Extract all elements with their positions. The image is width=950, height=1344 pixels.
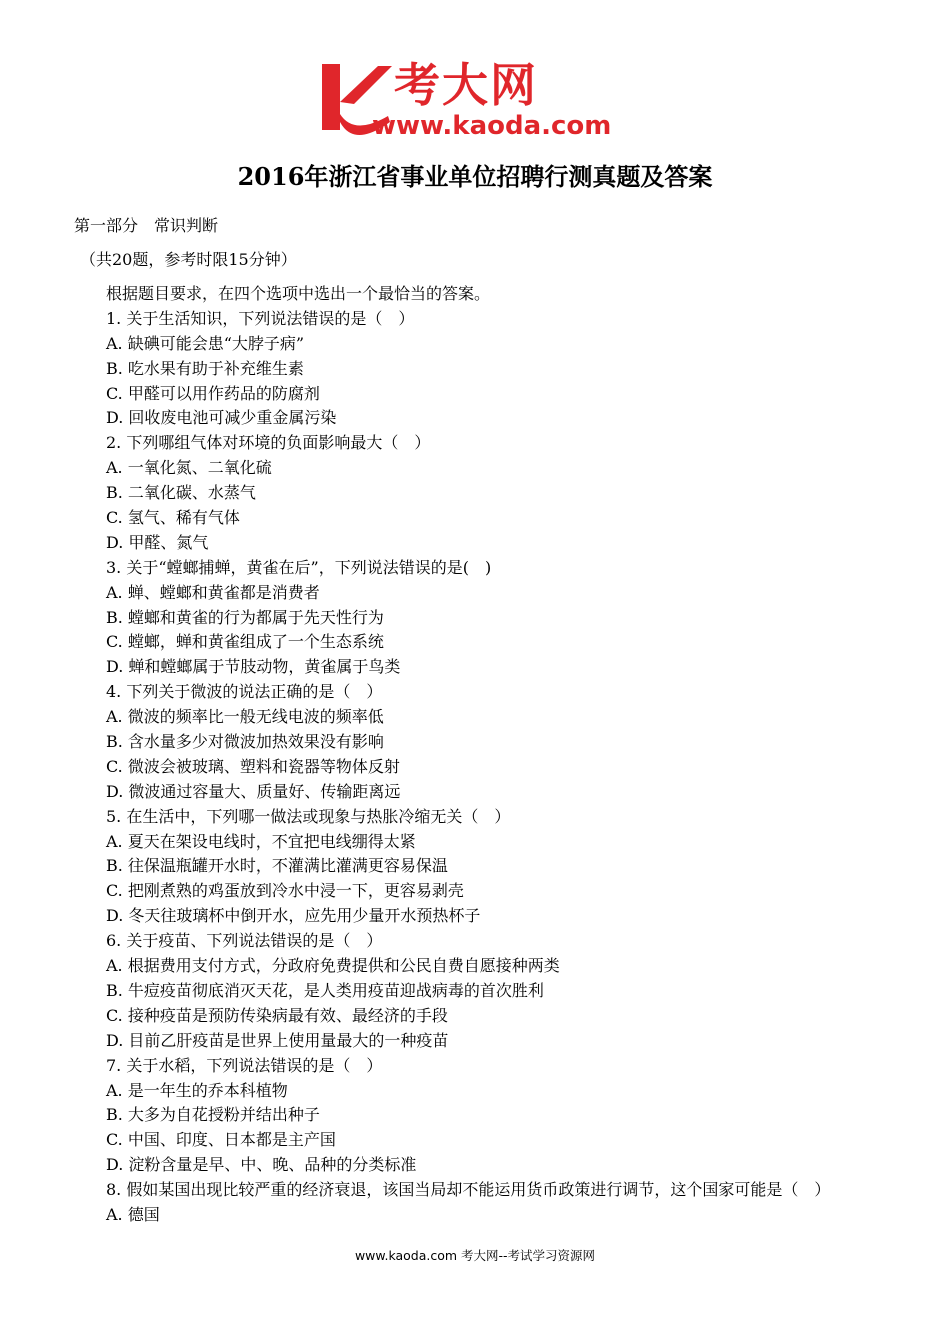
- q4-option-c: C. 微波会被玻璃、塑料和瓷器等物体反射: [106, 756, 400, 776]
- q3-option-d: D. 蝉和螳螂属于节肢动物，黄雀属于鸟类: [106, 657, 401, 677]
- q3-option-c: C. 螳螂，蝉和黄雀组成了一个生态系统: [106, 632, 384, 652]
- q6-option-b: B. 牛痘疫苗彻底消灭天花，是人类用疫苗迎战病毒的首次胜利: [106, 980, 544, 1000]
- q3-option-a: A. 蝉、螳螂和黄雀都是消费者: [106, 582, 320, 602]
- q1-option-d: D. 回收废电池可减少重金属污染: [106, 408, 337, 428]
- question-6: 6. 关于疫苗、下列说法错误的是（ ）: [106, 931, 383, 951]
- question-3: 3. 关于“螳螂捕蝉，黄雀在后”，下列说法错误的是( ): [106, 557, 492, 577]
- question-4: 4. 下列关于微波的说法正确的是（ ）: [106, 682, 383, 702]
- q2-option-a: A. 一氧化氮、二氧化硫: [106, 458, 272, 478]
- q2-option-b: B. 二氧化碳、水蒸气: [106, 483, 256, 503]
- q6-option-a: A. 根据费用支付方式，分政府免费提供和公民自费自愿接种两类: [106, 956, 560, 976]
- q7-option-a: A. 是一年生的乔本科植物: [106, 1080, 288, 1100]
- q8-option-a: A. 德国: [106, 1204, 160, 1224]
- q7-option-b: B. 大多为自花授粉并结出种子: [106, 1105, 320, 1125]
- kaoda-logo: [318, 58, 638, 142]
- question-2: 2. 下列哪组气体对环境的负面影响最大（ ）: [106, 433, 431, 453]
- question-7: 7. 关于水稻，下列说法错误的是（ ）: [106, 1055, 383, 1075]
- q4-option-b: B. 含水量多少对微波加热效果没有影响: [106, 732, 384, 752]
- question-8: 8. 假如某国出现比较严重的经济衰退，该国当局却不能运用货币政策进行调节，这个国家可能是（ ）: [106, 1180, 831, 1200]
- q6-option-c: C. 接种疫苗是预防传染病最有效、最经济的手段: [106, 1005, 448, 1025]
- q7-option-c: C. 中国、印度、日本都是主产国: [106, 1130, 336, 1150]
- question-1: 1. 关于生活知识，下列说法错误的是（ ）: [106, 308, 415, 328]
- section-heading: 第一部分 常识判断: [74, 216, 219, 235]
- q1-option-b: B. 吃水果有助于补充维生素: [106, 358, 304, 378]
- q6-option-d: D. 目前乙肝疫苗是世界上使用量最大的一种疫苗: [106, 1030, 449, 1050]
- logo-chinese-text: 考大网: [394, 58, 538, 112]
- q7-option-d: D. 淀粉含量是早、中、晚、品种的分类标准: [106, 1155, 417, 1175]
- section-note: （共20题，参考时限15分钟）: [80, 250, 297, 269]
- q5-option-d: D. 冬天往玻璃杯中倒开水，应先用少量开水预热杯子: [106, 906, 481, 926]
- q2-option-d: D. 甲醛、氮气: [106, 532, 209, 552]
- question-5: 5. 在生活中，下列哪一做法或现象与热胀冷缩无关（ ）: [106, 806, 511, 826]
- q3-option-b: B. 螳螂和黄雀的行为都属于先天性行为: [106, 607, 384, 627]
- question-list: [106, 282, 906, 1228]
- q1-option-a: A. 缺碘可能会患“大脖子病”: [106, 333, 305, 353]
- q5-option-c: C. 把刚煮熟的鸡蛋放到冷水中浸一下，更容易剥壳: [106, 881, 464, 901]
- q1-option-c: C. 甲醛可以用作药品的防腐剂: [106, 383, 320, 403]
- document-title: 2016年浙江省事业单位招聘行测真题及答案: [237, 162, 713, 191]
- q4-option-d: D. 微波通过容量大、质量好、传输距离远: [106, 781, 401, 801]
- q5-option-a: A. 夏天在架设电线时，不宜把电线绷得太紧: [106, 831, 416, 851]
- q5-option-b: B. 往保温瓶罐开水时，不灌满比灌满更容易保温: [106, 856, 448, 876]
- q2-option-c: C. 氢气、稀有气体: [106, 508, 240, 528]
- logo-url-text: www.kaoda.com: [372, 111, 612, 141]
- instruction-line: 根据题目要求，在四个选项中选出一个最恰当的答案。: [106, 284, 491, 303]
- page-footer: www.kaoda.com 考大网--考试学习资源网: [354, 1248, 596, 1263]
- q4-option-a: A. 微波的频率比一般无线电波的频率低: [106, 707, 384, 727]
